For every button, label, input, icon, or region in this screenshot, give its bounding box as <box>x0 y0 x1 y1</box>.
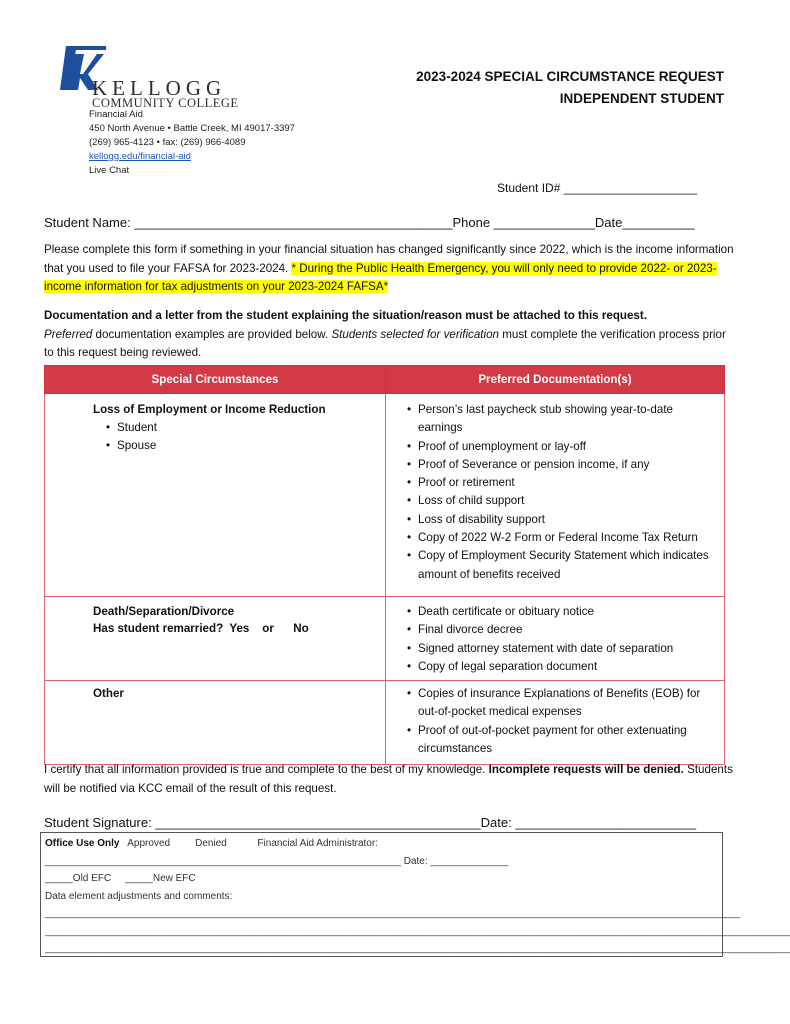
remarried-or: or <box>262 622 274 635</box>
table-row <box>45 681 725 765</box>
list-item: • Copy of Employment Security Statement which indicates amount of benefits received <box>418 547 718 584</box>
comments-label: Data element adjustments and comments: <box>45 890 233 902</box>
list-item: • Proof of out-of-pocket payment for other extenuating circumstances <box>418 722 723 759</box>
circumstance-cell <box>45 681 386 765</box>
preferred-label: Preferred <box>44 327 93 341</box>
student-signature-field[interactable]: Student Signature: _____________________________________________ <box>44 815 481 830</box>
circumstances-table <box>44 365 725 765</box>
name-row <box>44 215 695 230</box>
college-logo <box>60 44 250 114</box>
list-item: • Proof of Severance or pension income, if any <box>418 456 718 474</box>
verification-text: must complete the verification process prior to this request being reviewed. <box>44 327 726 359</box>
logo-subtitle: COMMUNITY COLLEGE <box>92 96 239 110</box>
circumstance-cell <box>45 597 386 681</box>
list-item: • Spouse <box>117 437 385 455</box>
certify-text: I certify that all information provided is true and complete to the best of my knowledge. <box>44 763 489 776</box>
list-item: • Student <box>117 419 385 437</box>
circumstance-title: Other <box>93 687 124 701</box>
documentation-cell <box>386 681 725 765</box>
comments-line[interactable]: _____________________________________________________________________________________________________________________________ <box>45 908 741 919</box>
certification-paragraph <box>44 761 734 798</box>
documentation-note <box>44 307 734 363</box>
list-item: • Final divorce decree <box>418 621 718 639</box>
administrator-label: Financial Aid Administrator: <box>257 838 378 849</box>
list-item: • Copies of insurance Explanations of Benefits (EOB) for out-of-pocket medical expenses <box>418 685 723 722</box>
office-header-line <box>45 835 718 853</box>
student-name-field[interactable]: Student Name: ____________________________________________ <box>44 215 453 230</box>
list-item: • Copy of legal separation document <box>418 658 718 676</box>
certify-warning: Incomplete requests will be denied. <box>488 763 684 776</box>
remarried-yes[interactable]: Yes <box>229 622 250 635</box>
verification-label: Students selected for verification <box>331 327 499 341</box>
administrator-line[interactable]: ________________________________________________________________ Date: ______________ <box>45 855 509 867</box>
denied-option[interactable]: Denied <box>195 838 227 849</box>
list-item: • Proof or retirement <box>418 474 718 492</box>
list-item: • Loss of child support <box>418 492 718 510</box>
preferred-text: documentation examples are provided below. <box>92 327 332 341</box>
table-row <box>45 394 725 597</box>
list-item: • Loss of disability support <box>418 511 718 529</box>
col-special-circumstances: Special Circumstances <box>45 366 386 394</box>
contact-block <box>89 108 295 178</box>
remarried-label: Has student remarried? <box>93 622 224 635</box>
documentation-cell <box>386 394 725 597</box>
student-id-field[interactable]: Student ID# ____________________ <box>497 181 698 195</box>
documentation-requirement: Documentation and a letter from the student explaining the situation/reason must be attached to this request. <box>44 309 647 322</box>
signature-row <box>44 815 696 830</box>
office-use-label: Office Use Only <box>45 838 120 849</box>
list-item: • Copy of 2022 W-2 Form or Federal Income Tax Return <box>418 529 718 547</box>
list-item: • Signed attorney statement with date of separation <box>418 640 718 658</box>
documentation-cell <box>386 597 725 681</box>
phone-field[interactable]: Phone ______________ <box>452 215 595 230</box>
contact-line: (269) 965-4123 • fax: (269) 966-4089 <box>89 137 246 148</box>
approved-option[interactable]: Approved <box>127 838 171 849</box>
intro-highlight: * During the Public Health Emergency, you will only need to provide 2022- or 2023-income information for tax adjustments on your 2023-2024 FAFSA* <box>44 261 717 293</box>
live-chat-link[interactable]: Live Chat <box>89 165 130 176</box>
contact-line: Financial Aid <box>89 109 143 120</box>
col-preferred-documentation: Preferred Documentation(s) <box>386 366 725 394</box>
office-use-box <box>40 832 790 957</box>
remarried-question <box>93 620 385 637</box>
logo-name: KELLOGG <box>92 76 227 100</box>
intro-paragraph <box>44 241 734 297</box>
comments-line[interactable]: ______________________________________________________________________________________________________________________________________ <box>45 943 790 954</box>
efc-line[interactable]: _____Old EFC _____New EFC <box>45 873 196 884</box>
circumstance-title: Death/Separation/Divorce <box>93 605 235 618</box>
list-item: • Proof of unemployment or lay-off <box>418 438 718 456</box>
title-line-1: 2023-2024 SPECIAL CIRCUMSTANCE REQUEST <box>416 69 724 84</box>
table-row <box>45 597 725 681</box>
date-field[interactable]: Date__________ <box>594 215 695 230</box>
list-item: • Person’s last paycheck stub showing year-to-date earnings <box>418 401 718 438</box>
page-title <box>416 66 724 110</box>
list-item: • Death certificate or obituary notice <box>418 603 718 621</box>
contact-line: 450 North Avenue • Battle Creek, MI 49017-3397 <box>89 123 295 134</box>
title-line-2: INDEPENDENT STUDENT <box>559 91 724 106</box>
documentation-detail <box>44 326 734 363</box>
circumstance-cell <box>45 394 386 597</box>
signature-date-field[interactable]: Date: _________________________ <box>480 815 697 830</box>
certify-rest: Students will be notified via KCC email of the result of this request. <box>44 763 733 795</box>
table-header-row <box>45 366 725 394</box>
circumstance-title: Loss of Employment or Income Reduction <box>93 403 326 416</box>
comments-line[interactable]: ______________________________________________________________________________________________________________________________________ <box>45 925 790 937</box>
intro-text: Please complete this form if something in your financial situation has changed significantly since 2022, which is the income information that you used to file your FAFSA for 2023-2024. <box>44 243 734 275</box>
financial-aid-link[interactable]: kellogg.edu/financial-aid <box>89 151 191 162</box>
remarried-no[interactable]: No <box>293 622 309 635</box>
